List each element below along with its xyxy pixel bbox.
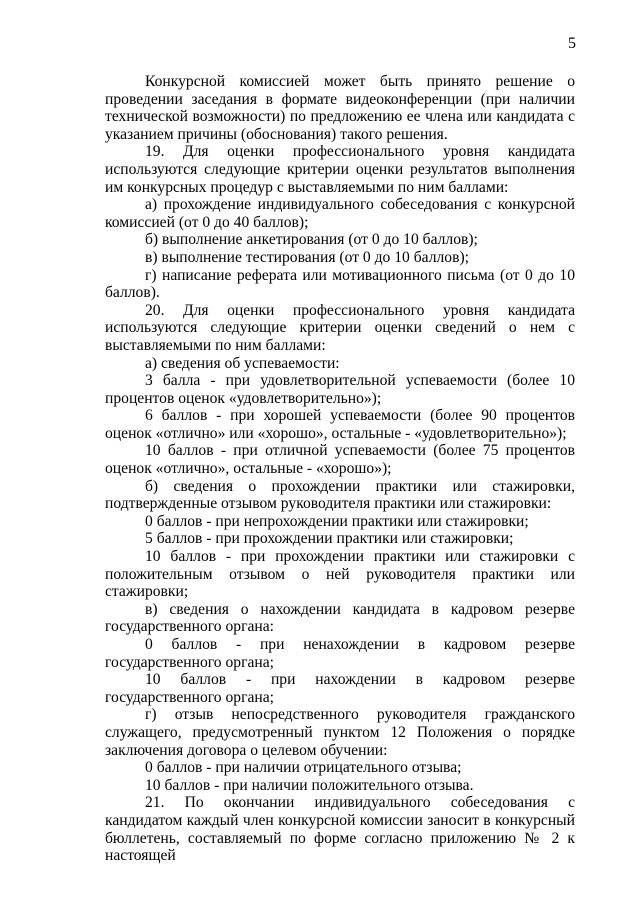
paragraph-20-b-0: 0 баллов - при непрохождении практики или стажировки; — [145, 512, 529, 530]
paragraph-20-g: г) отзыв непосредственного руководителя гражданского служащего, предусмотренный пунктом 12 Положения о порядке заключения договора о целевом обучении: — [105, 706, 575, 759]
paragraph-20-g-10: 10 баллов - при наличии положительного отзыва. — [145, 776, 474, 794]
paragraph-20-v-10: 10 баллов - при нахождении в кадровом резерве государственного органа; — [105, 671, 575, 706]
paragraph-19-intro: 19. Для оценки профессионального уровня кандидата используются следующие критерии оценки результатов выполнения им конкурсных процедур с выставляемыми по ним баллами: — [105, 143, 575, 196]
paragraph-20-b: б) сведения о прохождении практики или стажировки, подтвержденные отзывом руководителя практики или стажировки: — [105, 477, 575, 513]
paragraph-20-intro: 20. Для оценки профессионального уровня кандидата используются следующие критерии оценки сведений о нем с выставляемыми по ним баллами: — [105, 301, 575, 354]
paragraph-19-v: в) выполнение тестирования (от 0 до 10 баллов); — [145, 248, 469, 266]
paragraph-videoconference-decision: Конкурсной комиссией может быть принято решение о проведении заседания в формате видеоконференции (при наличии технической возможности) по предложению ее члена или кандидата с указанием причины (обоснования) такого решения. — [105, 73, 575, 143]
paragraph-19-g: г) написание реферата или мотивационного письма (от 0 до 10 баллов). — [105, 266, 575, 302]
paragraph-20-a-10: 10 баллов - при отличной успеваемости (более 75 процентов оценок «отлично», остальные - «хорошо»); — [105, 442, 575, 478]
paragraph-20-a-3: 3 балла - при удовлетворительной успеваемости (более 10 процентов оценок «удовлетворительно»); — [105, 372, 575, 407]
paragraph-21: 21. По окончании индивидуального собеседования с кандидатом каждый член конкурсной комиссии заносит в конкурсный бюллетень, составляемый по форме согласно приложению № 2 к настоящей — [105, 794, 575, 865]
paragraph-20-v: в) сведения о нахождении кандидата в кадровом резерве государственного органа: — [105, 600, 575, 636]
paragraph-20-a-6: 6 баллов - при хорошей успеваемости (более 90 процентов оценок «отлично» или «хорошо», остальные - «удовлетворительно»); — [105, 407, 575, 442]
paragraph-20-b-5: 5 баллов - при прохождении практики или стажировки; — [145, 530, 514, 548]
page-number: 5 — [568, 35, 576, 52]
paragraph-19-b: б) выполнение анкетирования (от 0 до 10 баллов); — [145, 231, 478, 249]
paragraph-20-g-0: 0 баллов - при наличии отрицательного отзыва; — [145, 759, 462, 777]
paragraph-20-a: а) сведения об успеваемости: — [145, 354, 340, 372]
paragraph-20-b-10: 10 баллов - при прохождении практики или стажировки с положительным отзывом о ней руководителя практики или стажировки; — [105, 548, 575, 601]
paragraph-19-a: а) прохождение индивидуального собеседования с конкурсной комиссией (от 0 до 40 баллов); — [105, 196, 575, 231]
document-body — [105, 73, 575, 865]
paragraph-20-v-0: 0 баллов - при ненахождении в кадровом резерве государственного органа; — [105, 636, 575, 671]
